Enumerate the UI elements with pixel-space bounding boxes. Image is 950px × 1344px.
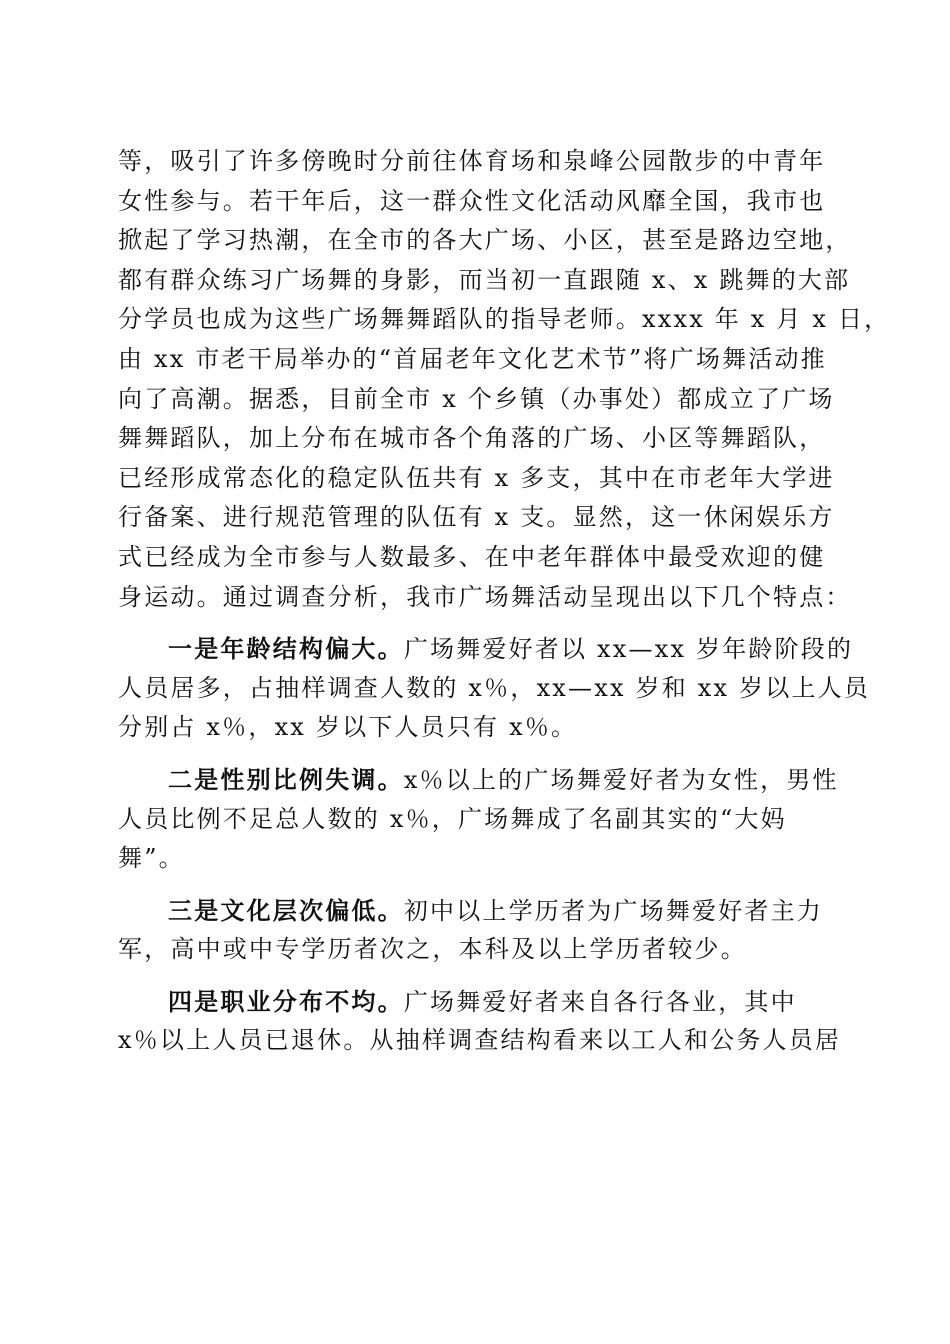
text-line: 女性参与。若干年后，这一群众性文化活动风靡全国，我市也 (118, 186, 826, 215)
point-lead: 三是文化层次偏低。 (168, 895, 404, 925)
point-text: 广场舞爱好者以 xx—xx 岁年龄阶段的 (403, 635, 854, 664)
document-body (118, 142, 891, 1061)
text-line: 等，吸引了许多傍晚时分前往体育场和泉峰公园散步的中青年 (118, 147, 826, 175)
paragraph-gap (118, 879, 828, 891)
text-line: 人员比例不足总人数的 x％，广场舞成了名副其实的“大妈 (118, 804, 787, 833)
paragraph-gap (118, 617, 828, 629)
text-line (118, 982, 828, 1022)
point-text: 初中以上学历者为广场舞爱好者主力 (403, 896, 824, 925)
point-age-paragraph (118, 629, 871, 748)
point-lead: 一是年龄结构偏大。 (168, 634, 404, 664)
point-lead: 二是性别比例失调。 (168, 764, 404, 794)
text-line (118, 760, 839, 800)
text-line: 身运动。通过调查分析，我市广场舞活动呈现出以下几个特点： (118, 582, 852, 611)
point-education-paragraph (118, 891, 828, 970)
point-text: 广场舞爱好者来自各行各业，其中 (403, 987, 797, 1016)
text-line: 分别占 x％，xx 岁以下人员只有 x％。 (118, 713, 578, 742)
text-line (118, 629, 854, 669)
text-line: 掀起了学习热潮，在全市的各大广场、小区，甚至是路边空地， (118, 226, 852, 255)
point-lead: 四是职业分布不均。 (168, 986, 404, 1016)
point-gender-paragraph (118, 760, 839, 879)
text-line: 行备案、进行规范管理的队伍有 x 支。显然，这一休闲娱乐方 (118, 503, 835, 532)
paragraph-gap (118, 970, 828, 982)
text-line: 军，高中或中专学历者次之，本科及以上学历者较少。 (118, 935, 747, 964)
point-occupation-paragraph (118, 982, 842, 1061)
text-line: x％以上人员已退休。从抽样调查结构看来以工人和公务人员居 (118, 1026, 842, 1055)
point-text: x％以上的广场舞爱好者为女性，男性 (403, 765, 839, 794)
paragraph-gap (118, 748, 828, 760)
text-line: 向了高潮。据悉，目前全市 x 个乡镇（办事处）都成立了广场 (118, 384, 835, 413)
text-line: 舞舞蹈队，加上分布在城市各个角落的广场、小区等舞蹈队， (118, 424, 826, 453)
text-line: 由 xx 市老干局举办的“首届老年文化艺术节”将广场舞活动推 (118, 344, 827, 373)
text-line (118, 891, 828, 931)
text-line: 人员居多，占抽样调查人数的 x％，xx—xx 岁和 xx 岁以上人员 (118, 673, 871, 702)
text-line: 舞”。 (118, 844, 185, 873)
text-line: 都有群众练习广场舞的身影，而当初一直跟随 x、x 跳舞的大部 (118, 265, 851, 294)
text-line: 分学员也成为这些广场舞舞蹈队的指导老师。xxxx 年 x 月 x 日， (118, 305, 891, 334)
text-line: 式已经成为全市参与人数最多、在中老年群体中最受欢迎的健 (118, 542, 826, 571)
text-line: 已经形成常态化的稳定队伍共有 x 多支，其中在市老年大学进 (118, 463, 835, 492)
intro-paragraph (118, 142, 891, 617)
